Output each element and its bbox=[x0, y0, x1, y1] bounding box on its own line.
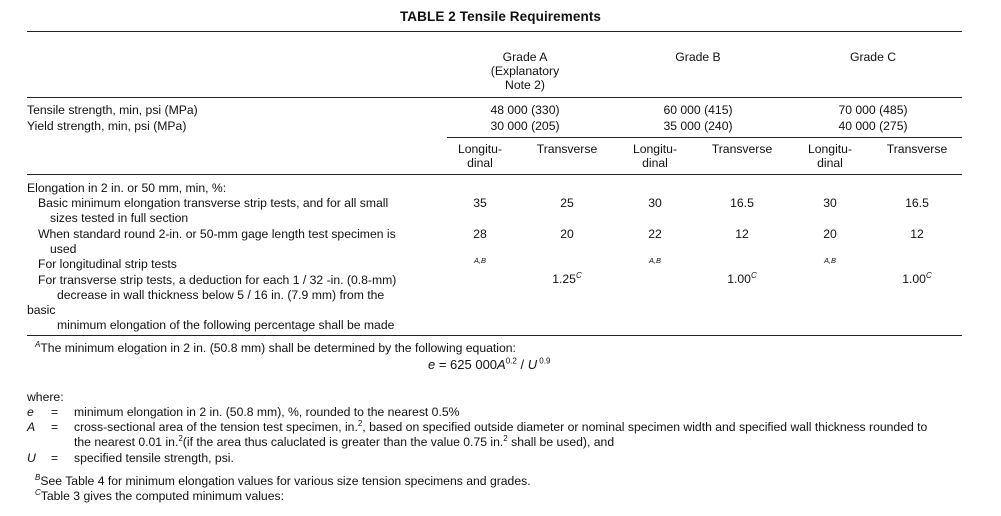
row-label-deduction-4: minimum elongation of the following percentage shall be made bbox=[57, 318, 395, 332]
subheader-transverse-a: Transverse bbox=[536, 142, 598, 156]
def-symbol-a: A bbox=[27, 420, 36, 434]
def-text-e: minimum elongation in 2 in. (50.8 mm), %, rounded to the nearest 0.5% bbox=[74, 405, 460, 419]
footnote-b: $^B$See Table 4 for minimum elongation values for various size tension specimens and grades. bbox=[35, 472, 531, 488]
def-eq-a: = bbox=[51, 420, 59, 434]
elongation-equation: e = 625 $000A^{0.2}$ / U $^{0.9}$ bbox=[428, 356, 551, 372]
cell-round-trans-a: 20 bbox=[560, 227, 574, 241]
cell-basic-trans-b: 16.5 bbox=[730, 196, 754, 210]
note-ab-grade-a: A,B bbox=[473, 256, 487, 265]
row-label-deduction-2: decrease in wall thickness below 5 / 16 in. (7.9 mm) from the bbox=[57, 288, 385, 302]
cell-basic-long-c: 30 bbox=[823, 196, 837, 210]
row-label-round-1: When standard round 2-in. or 50-mm gage length test specimen is bbox=[38, 227, 396, 241]
cell-tensile-grade-c: 70 000 (485) bbox=[838, 103, 908, 117]
note-ab-grade-c: A,B bbox=[823, 256, 837, 265]
def-eq-u: = bbox=[51, 451, 59, 465]
table-title: TABLE 2 Tensile Requirements bbox=[399, 9, 602, 24]
row-label-basic-2: sizes tested in full section bbox=[50, 211, 189, 225]
def-text-a-line1: cross-sectional area of the tension test specimen, in.$^2$, based on specified outside diameter or nominal specimen width and specified wall thickness rounded to bbox=[74, 418, 928, 434]
column-header-grade-a: Grade A (Explanatory Note 2) bbox=[490, 50, 560, 92]
subheader-top-rule bbox=[447, 137, 962, 138]
subheader-longitudinal-a: Longitu- dinal bbox=[457, 142, 503, 170]
subheader-bottom-rule bbox=[27, 174, 962, 175]
def-text-u: specified tensile strength, psi. bbox=[74, 451, 234, 465]
cell-round-trans-b: 12 bbox=[735, 227, 749, 241]
cell-yield-grade-b: 35 000 (240) bbox=[663, 119, 733, 133]
header-rule bbox=[27, 97, 962, 98]
def-symbol-e: e bbox=[27, 405, 34, 419]
row-label-basic-1: Basic minimum elongation transverse strip tests, and for all small bbox=[38, 196, 389, 210]
cell-round-long-c: 20 bbox=[823, 227, 837, 241]
footnote-c: $^C$Table 3 gives the computed minimum values: bbox=[35, 487, 284, 503]
row-label-deduction-3: basic bbox=[27, 303, 56, 317]
row-label-longitudinal-strip: For longitudinal strip tests bbox=[38, 257, 177, 271]
cell-basic-long-b: 30 bbox=[648, 196, 662, 210]
subheader-transverse-c: Transverse bbox=[886, 142, 948, 156]
table-top-rule bbox=[27, 31, 962, 32]
cell-round-trans-c: 12 bbox=[910, 227, 924, 241]
cell-basic-trans-c: 16.5 bbox=[905, 196, 929, 210]
cell-deduction-grade-c: $1.00^C$ bbox=[902, 270, 932, 286]
table-bottom-rule bbox=[27, 335, 962, 336]
cell-round-long-a: 28 bbox=[473, 227, 487, 241]
def-symbol-u: U bbox=[27, 451, 36, 465]
cell-basic-long-a: 35 bbox=[473, 196, 487, 210]
elongation-heading: Elongation in 2 in. or 50 mm, min, %: bbox=[27, 181, 227, 195]
cell-basic-trans-a: 25 bbox=[560, 196, 574, 210]
subheader-longitudinal-b: Longitu- dinal bbox=[632, 142, 678, 170]
cell-tensile-grade-b: 60 000 (415) bbox=[663, 103, 733, 117]
cell-deduction-grade-a: $1.25^C$ bbox=[552, 270, 582, 286]
cell-yield-grade-c: 40 000 (275) bbox=[838, 119, 908, 133]
note-ab-grade-b: A,B bbox=[648, 256, 662, 265]
subheader-longitudinal-c: Longitu- dinal bbox=[807, 142, 853, 170]
cell-yield-grade-a: 30 000 (205) bbox=[490, 119, 560, 133]
cell-round-long-b: 22 bbox=[648, 227, 662, 241]
footnote-a: $^A$The minimum elogation in 2 in. (50.8 mm) shall be determined by the following equation: bbox=[35, 339, 516, 355]
column-header-grade-c: Grade C bbox=[849, 50, 897, 64]
row-label-round-2: used bbox=[50, 242, 77, 256]
def-eq-e: = bbox=[51, 405, 59, 419]
cell-tensile-grade-a: 48 000 (330) bbox=[490, 103, 560, 117]
def-text-a-line2: the nearest 0.01 in.$^2$(if the area thus caluclated is greater than the value 0.75 in.$^2$ shall be used), and bbox=[74, 433, 615, 449]
cell-deduction-grade-b: $1.00^C$ bbox=[727, 270, 757, 286]
subheader-transverse-b: Transverse bbox=[711, 142, 773, 156]
where-label: where: bbox=[27, 390, 64, 404]
row-label-deduction-1: For transverse strip tests, a deduction for each 1 / 32 -in. (0.8-mm) bbox=[38, 273, 397, 287]
column-header-grade-b: Grade B bbox=[675, 50, 721, 64]
row-label-yield-strength: Yield strength, min, psi (MPa) bbox=[27, 119, 187, 133]
row-label-tensile-strength: Tensile strength, min, psi (MPa) bbox=[27, 103, 198, 117]
